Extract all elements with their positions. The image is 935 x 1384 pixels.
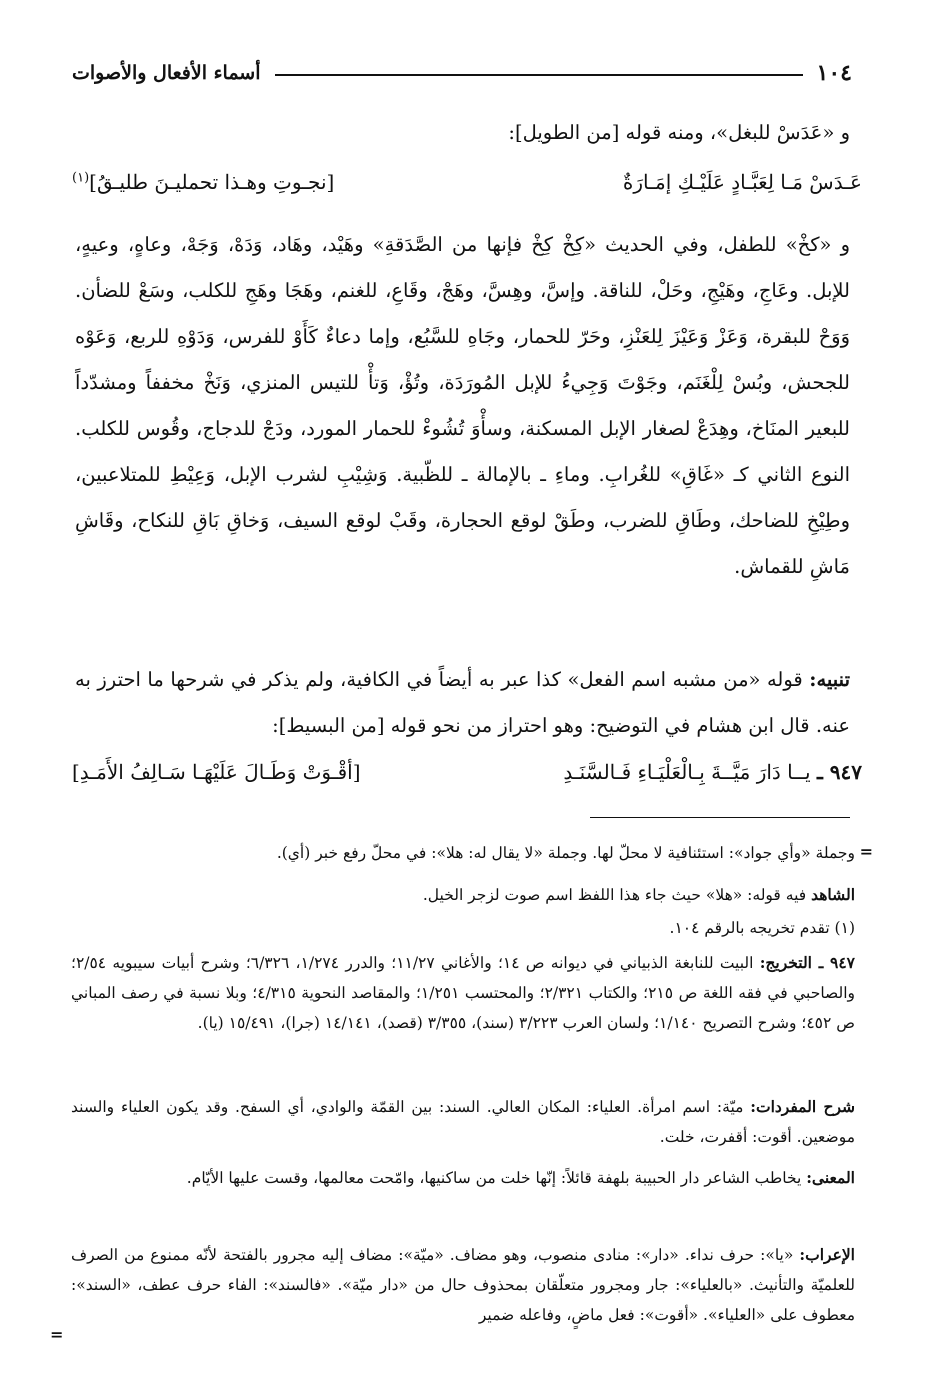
- shahid-text: فيه قوله: «هلا» حيث جاء هذا اللفظ اسم صوت لزجر الخيل.: [422, 886, 807, 904]
- verse-1-first-hemistich: عَـدَسْ مَـا لِعَبَّـادٍ عَلَيْـكِ إمَـارَةٌ: [622, 170, 862, 194]
- vocabulary-text: ميّة: اسم امرأة. العلياء: المكان العالي. السند: بين القمّة والوادي، أي السفح. وقد يكون العلياء والسند موضعين. أقوت: أقفرت، خلت.: [71, 1098, 855, 1146]
- footnote-irab: [71, 1240, 855, 1330]
- page-number: ١٠٤: [816, 60, 852, 86]
- note-label: تنبيه:: [809, 668, 850, 691]
- verse-947-number: ٩٤٧ ـ: [816, 760, 862, 784]
- footnote-shahid: [71, 880, 855, 910]
- shahid-label: الشاهد: [811, 885, 855, 904]
- header-rule: [275, 74, 803, 76]
- verse-947-first: [563, 760, 862, 784]
- verse-947: [72, 760, 862, 784]
- takhrij-label: ٩٤٧ ـ التخريج:: [759, 953, 855, 972]
- verse-947-first-text: يــا دَارَ مَيَّــةَ بِـالْعَلْيَـاءِ فَـالسَّنَـدِ: [563, 760, 811, 784]
- page-header: [72, 58, 852, 88]
- irab-label: الإعراب:: [799, 1245, 855, 1264]
- continuation-mark-bottom: =: [50, 1325, 64, 1344]
- main-paragraph: و «كخْ» للطفل، وفي الحديث «كِخْ كِخْ فإنها من الصَّدَقةِ» وهَيْد، وهَاد، وَدَهْ، وَجَهْ، وعاهٍ، وعيهٍ، للإبل. وعَاجِ، وهَيْجِ، وحَلْ، للناقة. وإسَّ، وهِسَّ، وهَجْ، وقَاعِ، للغنم، وهَجَا وهَجِ للكلب، وسَعْ للضأن. وَوَحْ للبقرة، وَعَزْ وَعَيْزَ لِلعَنْزِ، وحَرّ للحمار، وجَاهِ للسَّبُع، وإما دعاءٌ كَأَوْ للفرس، وَدَوْهِ للربع، وَعَوْه للجحش، وبُسْ لِلْغَنَم، وجَوْتَ وَجِيءُ للإبل المُورَدَة، وتُؤْ، وَتأْ للتيس المنزي، وَنَخْ مخففاً ومشدّداً للبعير المنَاخ، وهِدَعْ لصغار الإبل المسكنة، وسأْوَ تُشُوءْ للحمار المورد، ودَجْ للدجاج، وقُوس للكلب. النوع الثاني كـ «غَاقِ» للغُرابِ. وماءِ ـ بالإمالة ـ للظّبية. وَشِيْبِ لشرب الإبل، وَعِيْطِ للمتلاعبين، وطِيْخِ للضاحك، وطَاقِ للضرب، وطَقْ لوقع الحجارة، وقَبْ لوقع السيف، وَخاقِ بَاقِ للنكاح، وقَاشِ مَاشِ للقماش.: [75, 233, 850, 578]
- note-text: قوله «من مشبه اسم الفعل» كذا عبر به أيضاً في الكافية، ولم يذكر في شرحها ما احترز به عنه. قال ابن هشام في التوضيح: وهو احتراز من نحو قوله [من البسيط]:: [75, 668, 850, 737]
- footnote-separator: [590, 817, 850, 818]
- verse-1-second-hemistich: [72, 170, 334, 194]
- running-title: أسماء الأفعال والأصوات: [72, 62, 261, 84]
- continuation-mark-top: =: [859, 842, 873, 861]
- verse-1-second-text: [نجـوتِ وهـذا تحمليـنَ طليـقُ]: [89, 170, 335, 194]
- footnote-vocabulary: [71, 1092, 855, 1152]
- irab-text: «يا»: حرف نداء. «دار»: منادى منصوب، وهو مضاف. «ميّة»: مضاف إليه مجرور بالفتحة لأنّه ممنوع من الصرف للعلميّة والتأنيث. «بالعلياء»: جار ومجرور متعلّقان بمحذوف حال من «دار ميّة». «فالسند»: الفاء حرف عطف، «السند»: معطوف على «العلياء». «أقوت»: فعل ماضٍ، وفاعله ضمير: [71, 1246, 855, 1324]
- intro-line: و «عَدَسْ للبغل»، ومنه قوله [من الطويل]:: [508, 121, 850, 144]
- verse-947-second: [أقْـوَتْ وَطَـالَ عَلَيْهَـا سَـالِفُ الأَمَـدِ]: [72, 760, 361, 784]
- verse-1: [72, 170, 862, 194]
- footnote-meaning: [71, 1163, 855, 1193]
- footnote-continued: وجملة «وأي جواد»: استئنافية لا محلّ لها. وجملة «لا يقال له: هلا»: في محلّ رفع خبر (أي).: [276, 844, 855, 862]
- vocabulary-label: شرح المفردات:: [750, 1097, 855, 1116]
- note-paragraph: [75, 657, 850, 749]
- meaning-label: المعنى:: [806, 1168, 855, 1187]
- footnote-takhrij: [71, 948, 855, 1038]
- meaning-text: يخاطب الشاعر دار الحبيبة بلهفة قائلاً: إنّها خلت من ساكنيها، وامّحت معالمها، وقست عليها الأيّام.: [186, 1169, 802, 1187]
- footnote-marker: (١): [72, 170, 90, 186]
- takhrij-text: البيت للنابغة الذبياني في ديوانه ص ١٤؛ والأغاني ١١/٢٧؛ والدرر ١/٢٧٤، ٦/٣٢٦؛ وشرح أبيات سيبويه ٢/٥٤؛ والصاحبي في فقه اللغة ص ٢١٥؛ والكتاب ٢/٣٢١؛ والمحتسب ١/٢٥١؛ والمقاصد النحوية ٤/٣١٥؛ وبلا نسبة في رصف المباني ص ٤٥٢؛ وشرح التصريح ١/١٤٠؛ ولسان العرب ٣/٢٢٣ (سند)، ٣/٣٥٥ (قصد)، ١٤/١٤١ (جرا)، ١٥/٤٩١ (يا).: [71, 954, 855, 1032]
- footnote-1: (١) تقدم تخريجه بالرقم ١٠٤.: [669, 919, 855, 937]
